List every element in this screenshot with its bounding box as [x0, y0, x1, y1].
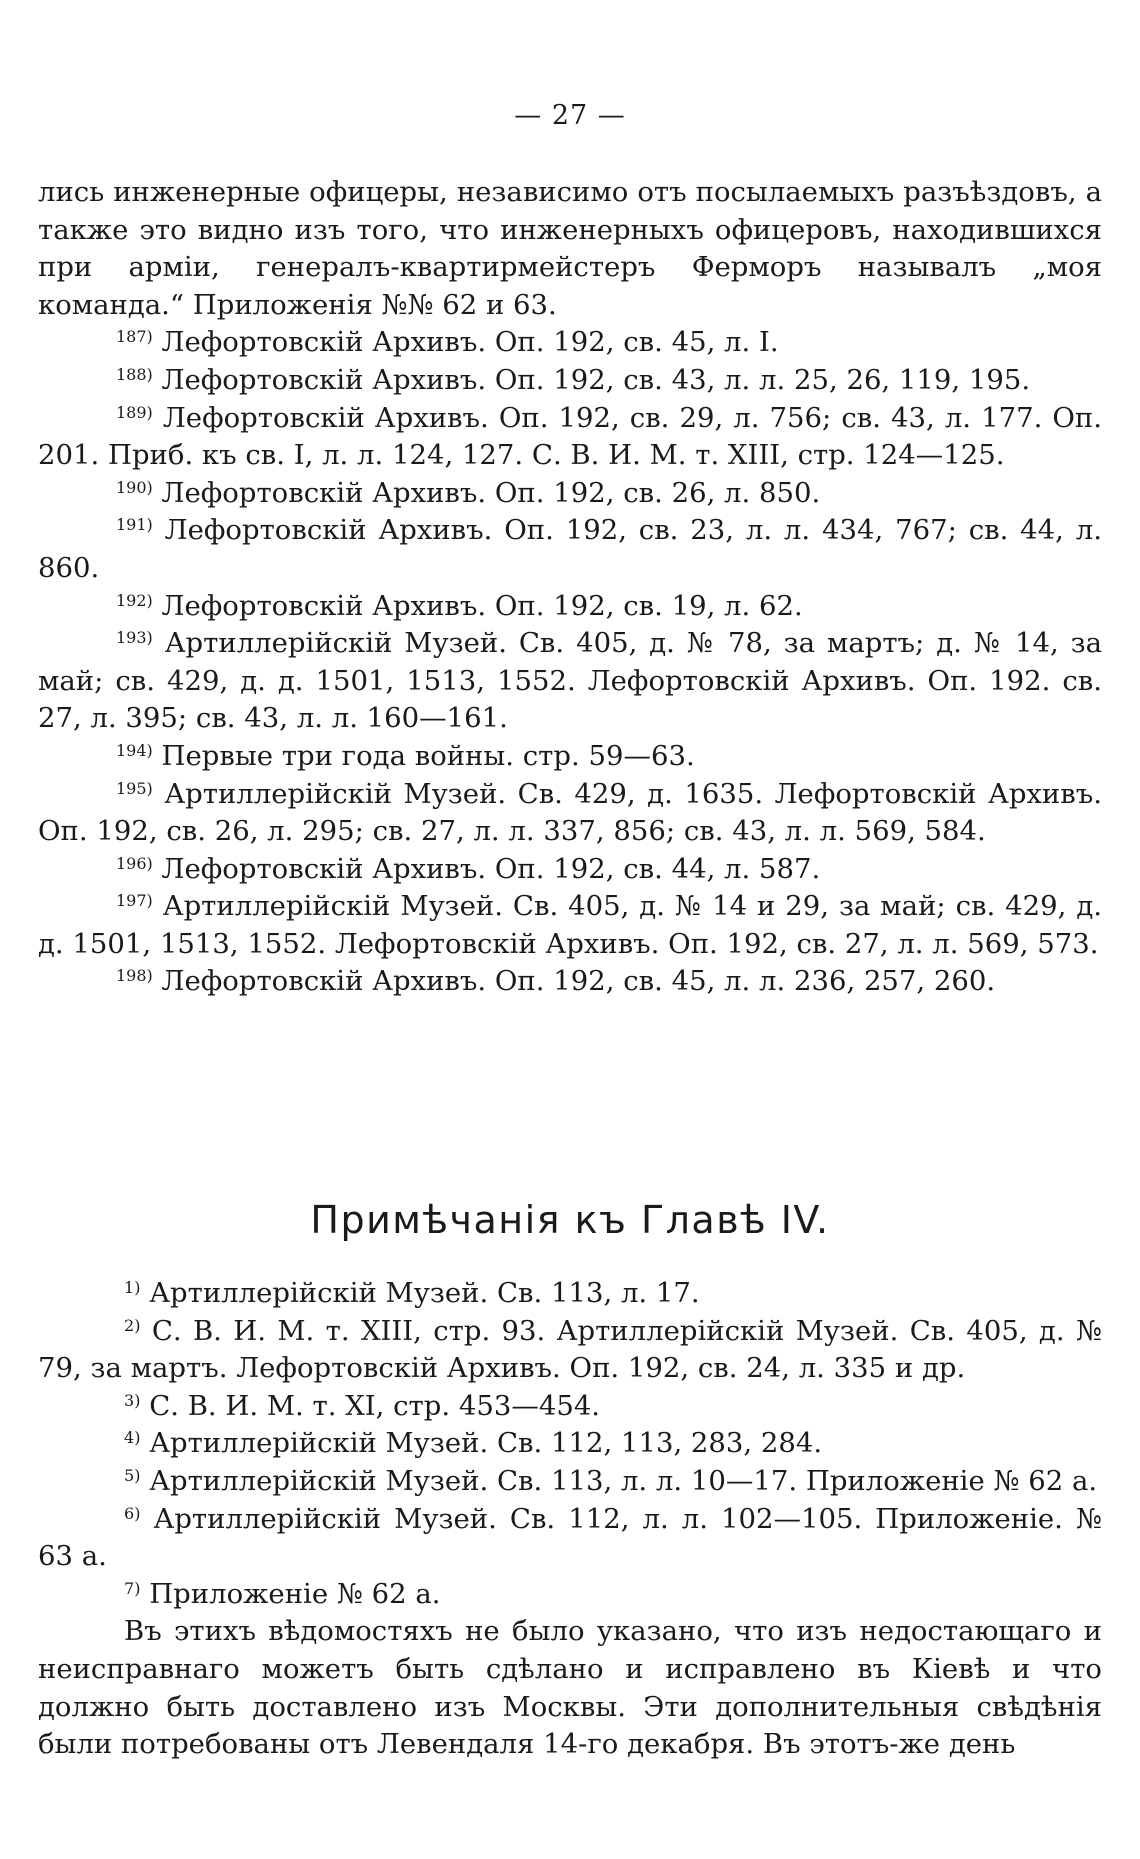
- footnote: [38, 400, 1102, 475]
- note-text: С. В. И. М. т. XIII, стр. 93. Артиллерійскій Музей. Св. 405, д. № 79, за мартъ. Лефортовскій Архивъ. Оп. 192, св. 24, л. 335 и др.: [38, 1314, 1102, 1385]
- footnote: [38, 362, 1102, 400]
- footnote-mark: 198): [116, 966, 153, 986]
- footnote-text: Лефортовскій Архивъ. Оп. 192, св. 26, л. 850.: [161, 476, 821, 509]
- footnote-mark: 194): [116, 740, 153, 760]
- document-page: [38, 0, 1102, 1859]
- chapter-notes-block: [38, 1275, 1102, 1764]
- chapter-note: [38, 1463, 1102, 1501]
- footnote-text: Лефортовскій Архивъ. Оп. 192, св. 29, л. 756; св. 43, л. 177. Оп. 201. Приб. къ св. I, л. л. 124, 127. С. В. И. М. т. XIII, стр. 124—125.: [38, 401, 1102, 472]
- chapter-note: [38, 1576, 1102, 1614]
- footnote: [38, 324, 1102, 362]
- footnote: [38, 963, 1102, 1001]
- footnote-text: Артиллерійскій Музей. Св. 405, д. № 14 и 29, за май; св. 429, д. д. 1501, 1513, 1552. Лефортовскій Архивъ. Оп. 192, св. 27, л. л. 569, 573.: [38, 890, 1103, 960]
- note-mark: 6): [124, 1503, 141, 1523]
- footnote-mark: 190): [116, 477, 153, 497]
- chapter-note: [38, 1425, 1102, 1463]
- footnote-mark: 192): [116, 590, 153, 610]
- footnote-mark: 191): [116, 515, 153, 535]
- footnote: [38, 888, 1102, 963]
- chapter-note: [38, 1313, 1102, 1388]
- note-mark: 3): [124, 1390, 141, 1410]
- note-text: Артиллерійскій Музей. Св. 113, л. 17.: [149, 1277, 700, 1309]
- footnote-text: Лефортовскій Архивъ. Оп. 192, св. 23, л. л. 434, 767; св. 44, л. 860.: [38, 514, 1102, 584]
- footnote-text: Лефортовскій Архивъ. Оп. 192, св. 45, л. I.: [161, 326, 779, 359]
- footnote: [38, 625, 1102, 738]
- note-mark: 1): [124, 1278, 141, 1297]
- footnote-text: Первые три года войны. стр. 59—63.: [161, 739, 695, 772]
- footnote-text: Лефортовскій Архивъ. Оп. 192, св. 43, л. л. 25, 26, 119, 195.: [161, 363, 1031, 396]
- chapter-note: [38, 1388, 1102, 1426]
- body-paragraph: Въ этихъ вѣдомостяхъ не было указано, что изъ недостающаго и неисправнаго можетъ быть сдѣлано и исправлено въ Кіевѣ и что должно быть доставлено изъ Москвы. Эти дополнительныя свѣдѣнія были потребованы отъ Левендаля 14-го декабря. Въ этотъ-же день: [38, 1615, 1102, 1761]
- note-text: Артиллерійскій Музей. Св. 112, л. л. 102—105. Приложеніе. № 63 а.: [38, 1502, 1102, 1573]
- chapter-note: [38, 1501, 1102, 1576]
- footnote: [38, 851, 1102, 889]
- note-text: Артиллерійскій Музей. Св. 112, 113, 283, 284.: [149, 1427, 823, 1460]
- note-mark: 2): [124, 1315, 141, 1335]
- footnote-text: Лефортовскій Архивъ. Оп. 192, св. 44, л. 587.: [161, 852, 821, 885]
- note-text: Приложеніе № 62 а.: [149, 1577, 441, 1610]
- footnote: [38, 588, 1102, 626]
- footnote: [38, 738, 1102, 776]
- chapter-notes-heading: Примѣчанія къ Главѣ IV.: [310, 1197, 830, 1242]
- note-mark: 4): [124, 1428, 141, 1448]
- footnote-mark: 195): [116, 778, 153, 798]
- note-mark: 7): [124, 1578, 141, 1598]
- footnote: [38, 512, 1102, 587]
- footnote-text: Лефортовскій Архивъ. Оп. 192, св. 19, л. 62.: [161, 589, 803, 622]
- footnote-text: Артиллерійскій Музей. Св. 405, д. № 78, за мартъ; д. № 14, за май; св. 429, д. д. 1501, 1513, 1552. Лефортовскій Архивъ. Оп. 192. св. 27, л. 395; св. 43, л. л. 160—161.: [38, 627, 1103, 735]
- footnote-mark: 187): [116, 327, 153, 347]
- note-mark: 5): [124, 1465, 141, 1485]
- footnote-mark: 196): [116, 853, 153, 873]
- note-text: С. В. И. М. т. XI, стр. 453—454.: [149, 1389, 601, 1422]
- footnote: [38, 776, 1102, 851]
- footnote-mark: 188): [116, 364, 153, 384]
- page-number: — 27 —: [514, 100, 626, 131]
- footnote-text: Лефортовскій Архивъ. Оп. 192, св. 45, л. л. 236, 257, 260.: [161, 965, 996, 998]
- footnote-mark: 193): [116, 628, 153, 648]
- footnote-mark: 197): [116, 891, 153, 911]
- note-text: Артиллерійскій Музей. Св. 113, л. л. 10—17. Приложеніе № 62 а.: [149, 1464, 1098, 1497]
- footnote: [38, 475, 1102, 513]
- top-text-block: [38, 174, 1102, 1001]
- chapter-note: [38, 1275, 1102, 1313]
- footnote-text: Артиллерійскій Музей. Св. 429, д. 1635. Лефортовскій Архивъ. Оп. 192, св. 26, л. 295; св. 27, л. л. 337, 856; св. 43, л. л. 569, 584.: [38, 777, 1102, 848]
- intro-paragraph: лись инженерные офицеры, независимо отъ посылаемыхъ разъѣздовъ, а также это видно изъ того, что инженерныхъ офицеровъ, находившихся при арміи, генералъ-квартирмейстеръ Ферморъ называлъ „моя команда.“ Приложенія №№ 62 и 63.: [38, 176, 1102, 321]
- footnote-list: [38, 324, 1102, 1001]
- footnote-mark: 189): [116, 402, 153, 422]
